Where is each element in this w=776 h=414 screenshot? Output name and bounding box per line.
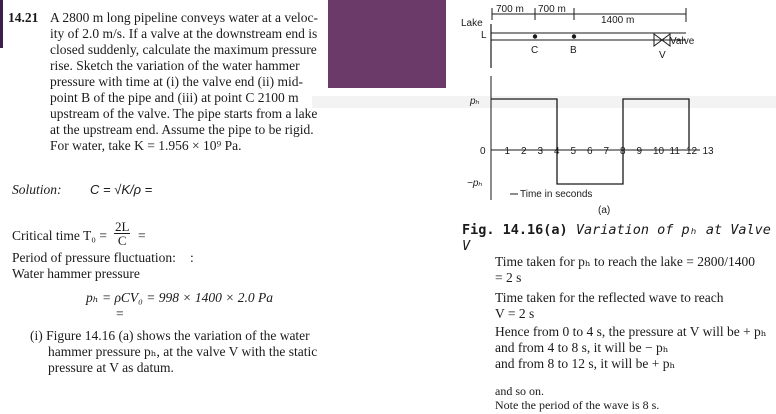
problem-number: 14.21: [8, 10, 39, 25]
problem-line: upstream of the valve. The pipe starts from a lake: [50, 106, 318, 121]
lake-label: Lake: [461, 18, 483, 29]
pressure-waveform: [491, 99, 689, 184]
time-tick-label: 1: [504, 146, 511, 157]
explanation-line: Hence from 0 to 4 s, the pressure at V will be + pₕ: [495, 324, 767, 339]
speed-formula: C = √K/ρ =: [90, 182, 153, 197]
time-tick-label: 2: [521, 146, 527, 157]
time-tick-label: 7: [603, 146, 610, 157]
caption-text: Variation of pₕ at Valve V: [462, 222, 771, 254]
period-line: Period of pressure fluctuation:: [12, 250, 176, 265]
ph-axis-label: pₕ: [470, 96, 480, 107]
item-i-line: (i) Figure 14.16 (a) shows the variation of the water: [30, 328, 310, 343]
problem-line: For water, take K = 1.956 × 10⁹ Pa.: [50, 138, 242, 153]
point-c-label: C: [531, 45, 539, 56]
ph-equals: =: [116, 306, 124, 321]
time-tick-label: 10: [653, 146, 665, 157]
critical-time-label: Critical time T₀ =: [12, 228, 107, 243]
time-axis-label: Time in seconds: [520, 189, 593, 200]
point-b-marker: [572, 34, 576, 38]
point-b-label: B: [570, 45, 577, 56]
time-tick-label: 6: [587, 146, 593, 157]
dim-label-1: 700 m: [496, 4, 524, 15]
fraction-numerator: 2L: [115, 219, 130, 234]
point-l-label: L: [481, 30, 487, 41]
time-tick-label: 9: [636, 146, 643, 157]
solution-label: Solution:: [12, 182, 62, 197]
problem-line: at the upstream end. Assume the pipe to be rigid.: [50, 122, 314, 137]
point-v-label: V: [659, 50, 666, 61]
point-c-marker: [533, 34, 537, 38]
problem-line: ity of 2.0 m/s. If a valve at the downstream end is: [50, 26, 318, 41]
problem-line: rise. Sketch the variation of the water hammer: [50, 58, 300, 73]
dim-label-3: 1400 m: [601, 15, 635, 26]
figure-caption: [462, 222, 776, 254]
ph-formula: pₕ = ρCV₀ = 998 × 1400 × 2.0 Pa: [86, 290, 273, 305]
dim-label-2: 700 m: [538, 4, 566, 15]
hammer-line: Water hammer pressure: [12, 266, 140, 281]
item-i-line: pressure at V as datum.: [48, 360, 174, 375]
explanation-line: and from 8 to 12 s, it will be + pₕ: [495, 356, 676, 371]
sub-figure-label: (a): [598, 205, 611, 216]
problem-line: pressure with time at (i) the valve end (ii) mid-: [50, 74, 304, 89]
caption-label: Fig. 14.16(a): [462, 222, 568, 238]
time-tick-label: 3: [537, 146, 544, 157]
origin-label: 0: [480, 146, 486, 157]
period-tail: :: [190, 250, 194, 265]
item-i-line: hammer pressure pₕ, at the valve V with the static: [48, 344, 318, 359]
explanation-line: and from 4 to 8 s, it will be − pₕ: [495, 340, 669, 355]
explanation-line: Time taken for pₕ to reach the lake = 2800/1400: [495, 254, 756, 269]
time-tick-label: 4: [554, 146, 560, 157]
time-tick-label: 12: [686, 146, 698, 157]
time-tick-label: 13: [702, 146, 714, 157]
fraction-denominator: C: [117, 233, 127, 248]
problem-line: A 2800 m long pipeline conveys water at a veloc-: [50, 10, 319, 25]
explanation-line: = 2 s: [495, 270, 522, 285]
time-ticks: [505, 146, 715, 157]
explanation-line: Time taken for the reflected wave to reach: [495, 290, 724, 305]
time-tick-label: 11: [669, 146, 680, 157]
time-tick-label: 5: [570, 146, 577, 157]
valve-label: Valve: [670, 36, 695, 47]
neg-ph-axis-label: −pₕ: [467, 178, 483, 189]
time-tick-label: 8: [620, 146, 626, 157]
and-so-on: and so on.: [495, 384, 544, 398]
problem-line: closed suddenly, calculate the maximum pressure: [50, 42, 317, 57]
problem-line: point B of the pipe and (iii) at point C 2100 m: [50, 90, 299, 105]
period-note: Note the period of the wave is 8 s.: [495, 398, 660, 412]
critical-time-equals: =: [138, 228, 146, 243]
explanation-line: V = 2 s: [495, 306, 535, 321]
